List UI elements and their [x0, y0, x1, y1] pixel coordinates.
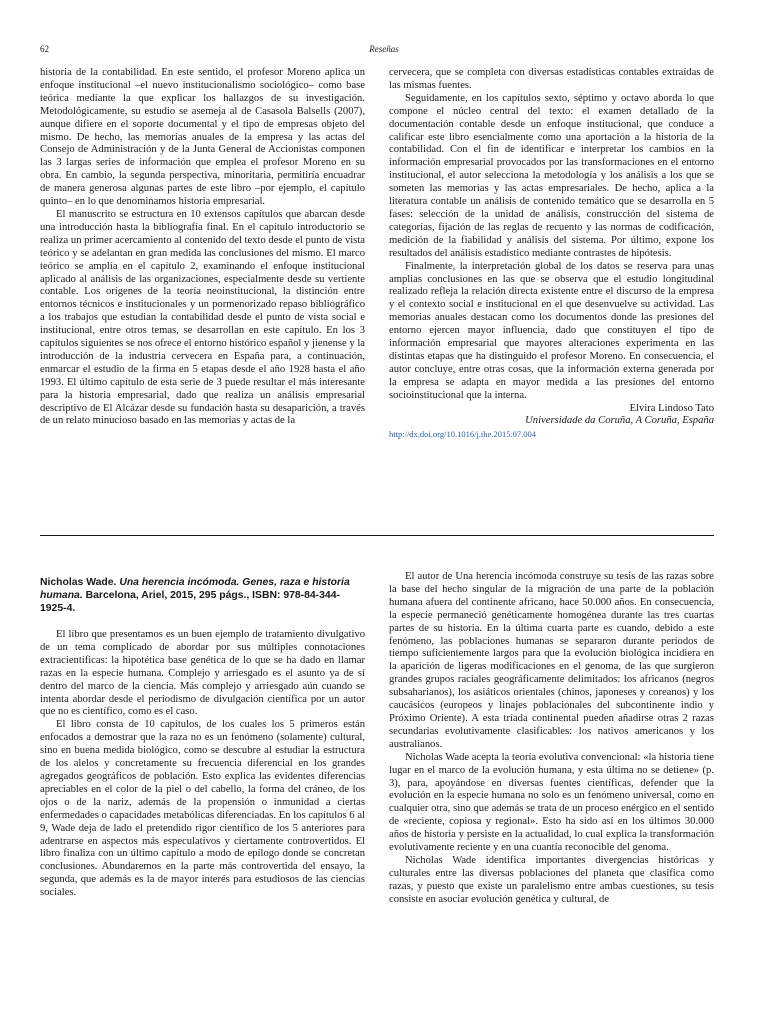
book-title: Una herencia incómoda. Genes, raza e historia humana.: [40, 577, 350, 601]
section-divider: [40, 535, 714, 536]
paragraph: historia de la contabilidad. En este sentido, el profesor Moreno aplica un enfoque institucional –el nuevo institucionalismo sociológico– como base teórica mediante la que explicar los hallazgos de su investigación. Metodológicamente, su estudio se asemeja al de Casasola Balsells (2007), aunque difiere en el soporte documental y el tipo de empresas objeto del mismo. De hecho, las memorias anuales de la empresa y las actas del Consejo de Administración y de la Junta General de Accionistas componen las 3 largas series de información que emplea el profesor Moreno en su obra. En cambio, la segunda perspectiva, minoritaria, permitiría encuadrar de manera generosa algunas partes de este libro –por ejemplo, el capítulo quinto– en lo que denominamos historia empresarial.: [40, 67, 365, 208]
paragraph: El libro que presentamos es un buen ejemplo de tratamiento divulgativo de un tema complicado de abordar por sus múltiples connotaciones extracientíficas: la hipotética base genética de lo que se ha dado en llamar razas en la especie humana. Complejo y arriesgado es el asunto ya de sí dentro del marco de la ciencia. Más complejo y arriesgado aún cuando se intenta abordar desde el periodismo de divulgación científica por un autor que no es científico, como es el caso.: [40, 629, 365, 718]
book-reference: [40, 576, 365, 615]
book-details: Barcelona, Ariel, 2015, 295 págs., ISBN: 978-84-344-1925-4.: [40, 590, 340, 614]
review1-left-column: [40, 67, 365, 428]
paragraph: Nicholas Wade acepta la teoría evolutiva convencional: «la historia tiene lugar en el marco de la evolución humana, y esta última no se detiene» (p. 3), para, apoyándose en diversas fuentes científicas, defender que la evolución en la especie humana no solo es un fenómeno universal, como en cualquier otra, sino que además se trata de un proceso enérgico en el sentido de «reciente, copiosa y regional». Esto ha sido así en los últimos 30.000 años de historia y persiste en la actualidad, lo cual explica la transformación evolutivamente reciente y en una cuantía reconocible del genoma.: [389, 751, 714, 854]
review2-left-column: [40, 576, 365, 900]
paragraph: El libro consta de 10 capítulos, de los cuales los 5 primeros están enfocados a demostrar que la raza no es un fenómeno (solamente) cultural, sino en buena medida biológico, como se descubre al estudiar la estructura de los alelos y concretamente su frecuencia diferencial en los grandes agregados geográficos de población. Esto explica las evidentes diferencias apreciables en el color de la piel o del cabello, la forma del cráneo, de los ojos o de la nariz, además de la propensión o inmunidad a ciertas enfermedades o capacidades metabólicas diferenciadas. En los capítulos 6 al 9, Wade deja de lado el pretendido rigor científico de los 5 anteriores para adentrarse en aspectos más especulativos y ciertamente controvertidos. El libro finaliza con un último capítulo a modo de epílogo donde se concretan conclusiones. Abundaremos en la parte más controvertida del ensayo, la segunda, que además es la de mayor interés para estudiosos de las ciencias sociales.: [40, 719, 365, 899]
paragraph: cervecera, que se completa con diversas estadísticas contables extraídas de las mismas fuentes.: [389, 67, 714, 91]
review2-right-column: [389, 571, 714, 907]
paragraph: El manuscrito se estructura en 10 extensos capítulos que abarcan desde una introducción hasta la bibliografía final. En el capítulo introductorio se realiza un primer acercamiento al contenido del texto desde el punto de vista teórico y se adelantan en gran medida las conclusiones del mismo. El marco teórico se amplía en el capítulo 2, examinando el enfoque institucional aplicado al análisis de las organizaciones, especialmente desde su vertiente contable. Los orígenes de la teoría neoinstitucional, la distinción entre entornos técnicos e institucionales y un pormenorizado repaso bibliográfico a los trabajos que estudian la contabilidad desde el punto de vista social e institucional, entre otros temas, se desarrollan en este capítulo. En los 3 capítulos siguientes se nos ofrece el entorno histórico español y jienense y la introducción de la industria cervecera en España para, a continuación, enmarcar el estudio de la firma en 5 etapas desde el año 1928 hasta el año 1993. El último capítulo de esta serie de 3 puede resultar el más interesante para la historia empresarial, dado que realiza un análisis empresarial descriptivo de El Alcázar desde su fundación hasta su desaparición, a través de un relato minucioso basado en las memorias y actas de la: [40, 208, 365, 427]
review1-right-column: [389, 67, 714, 441]
page-number: 62: [40, 44, 49, 54]
paragraph: Nicholas Wade identifica importantes divergencias históricas y culturales entre las diversas poblaciones del planeta que clasifica como razas, y puesto que existe un paralelismo entre ambas cuestiones, su tesis consiste en asociar evolución genética y cultural, de: [389, 854, 714, 905]
paragraph: Finalmente, la interpretación global de los datos se reserva para unas amplias conclusiones en las que se observa que el estudio longitudinal realizado refleja la relación directa existente entre el discurso de la empresa y el contexto social e institucional en el que desenvuelve su actividad. Las memorias anuales destacan como los documentos donde las presiones del entorno ejercen mayor influencia, dado que constituyen el tipo de información empresarial que mayores alteraciones experimenta en las distintas etapas que ha distinguido el profesor Moreno. En consecuencia, el autor concluye, entre otras cosas, que la información externa generada por la empresa se adapta en mayor medida a las presiones del entorno socioinstitucional que la interna.: [389, 260, 714, 401]
book-author: Nicholas Wade.: [40, 577, 117, 588]
review-affiliation: Universidade da Coruña, A Coruña, España: [525, 415, 714, 427]
running-head: Reseñas: [369, 44, 399, 54]
doi-link[interactable]: http://dx.doi.org/10.1016/j.ihe.2015.07.004: [389, 429, 536, 440]
paragraph: Seguidamente, en los capítulos sexto, séptimo y octavo aborda lo que compone el núcleo central del texto: el examen detallado de la documentación contable desde un enfoque institucional, que conduce a calificar este libro esencialmente como una aportación a la historia de la contabilidad. Con el fin de identificar e interpretar los cambios en la información empresarial provocados por las transformaciones en el entorno institucional, el autor selecciona la metodología y los análisis a los que se someten las memorias y las actas empresariales. De hecho, aplica a la literatura contable un análisis de contenido temático que se desarrolla en 5 fases: selección de la unidad de análisis, construcción del sistema de categorías, fijación de las reglas de recuento y las normas de codificación, medición de la fiabilidad y análisis del sistema. Por último, expone los resultados del análisis estadístico mediante contrastes de hipótesis.: [389, 92, 714, 259]
review-author: Elvira Lindoso Tato: [629, 402, 714, 414]
paragraph: El autor de Una herencia incómoda construye su tesis de las razas sobre la base del hecho singular de la migración de una parte de la población humana afuera del continente africano, hace 50.000 años. En consecuencia, la especie permaneció genéticamente homogénea durante las tres cuartas partes de su historia. En la última cuarta parte es cuando, debido a este fenómeno, las poblaciones humanas se separaron durante períodos de tiempo suficientemente largos para que la evolución biológica incidiera en la aparición de ligeras modificaciones en el genoma, de las que surgieron grandes grupos raciales geográficamente delimitados: los africanos (negros subsaharianos), los asiáticos orientales (chinos, japoneses y coreanos) y los caucásicos (europeos y linajes poblacionales del subcontinente indio y Próximo Oriente). A esta tríada continental pueden añadirse otras 2 razas secundarias evolutivamente clasificables: los nativos americanos y los australianos.: [389, 571, 714, 750]
